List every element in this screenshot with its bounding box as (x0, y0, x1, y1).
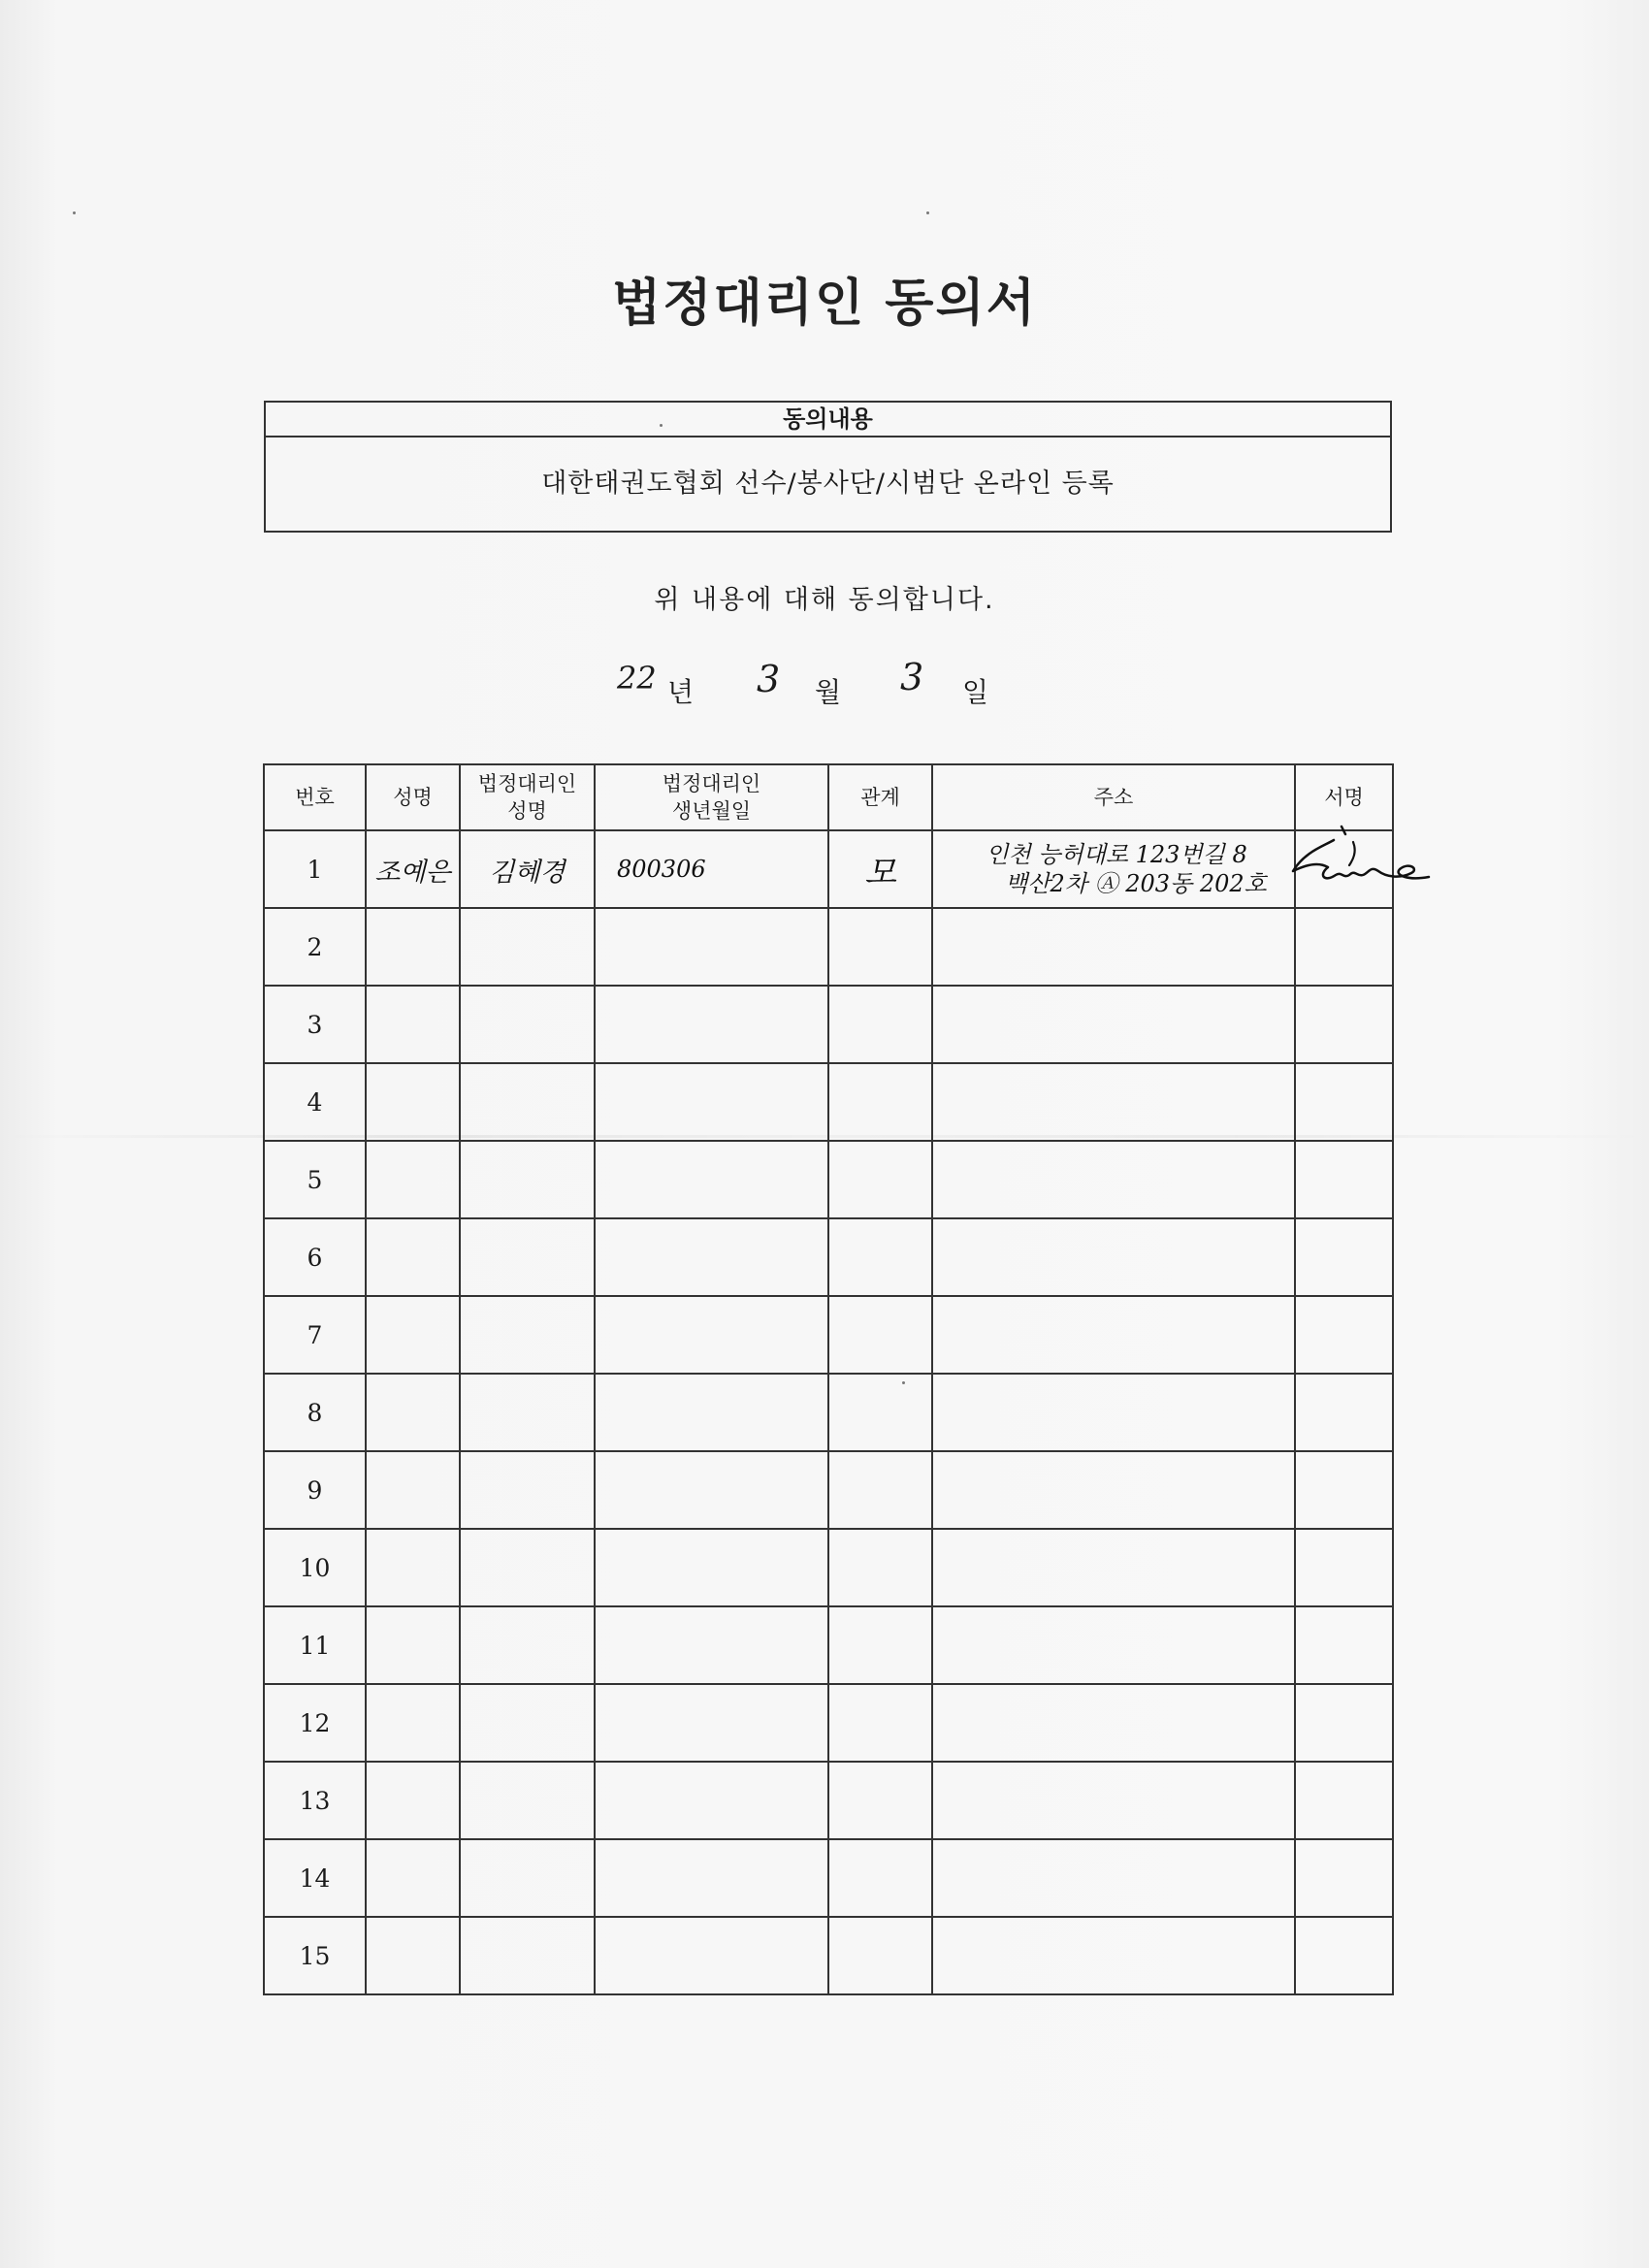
table-row (264, 1606, 1393, 1684)
consent-box (264, 401, 1392, 533)
address-line1: 인천 능허대로 123번길 8 (986, 841, 1247, 868)
scan-speck (926, 211, 929, 214)
header-guardian-birth (595, 764, 828, 830)
header-guardian-name-line2: 성명 (507, 799, 547, 823)
registration-table (263, 763, 1394, 1995)
address-line2: 백산2차 Ⓐ 203동 202호 (1005, 870, 1267, 897)
relation: 모 (828, 830, 932, 908)
row-number: 11 (264, 1606, 366, 1684)
row-number: 7 (264, 1296, 366, 1374)
guardian-name: 김혜경 (460, 830, 595, 908)
table-row (264, 1374, 1393, 1451)
table-row (264, 1141, 1393, 1218)
header-no: 번호 (264, 764, 366, 830)
header-name: 성명 (366, 764, 460, 830)
row-number: 6 (264, 1218, 366, 1296)
agreement-text: 위 내용에 대해 동의합니다. (654, 585, 995, 615)
table-row (264, 986, 1393, 1063)
row-number: 4 (264, 1063, 366, 1141)
row-number: 8 (264, 1374, 366, 1451)
header-relation: 관계 (828, 764, 932, 830)
header-guardian-name-line1: 법정대리인 (477, 772, 577, 795)
header-guardian-name (460, 764, 595, 830)
table-row (264, 1296, 1393, 1374)
date-month-label: 월 (815, 676, 842, 708)
row-number: 15 (264, 1917, 366, 1994)
date-year-value: 22 (617, 660, 657, 697)
row-number: 2 (264, 908, 366, 986)
consent-header: 동의내용 (266, 403, 1390, 437)
row-number: 3 (264, 986, 366, 1063)
guardian-birth: 800306 (595, 830, 828, 908)
table-header-row (264, 764, 1393, 830)
table-row (264, 1917, 1393, 1994)
header-signature: 서명 (1295, 764, 1393, 830)
date-day-value: 3 (900, 656, 924, 698)
header-guardian-birth-line2: 생년월일 (671, 799, 752, 823)
table-row (264, 1684, 1393, 1762)
address (932, 830, 1295, 908)
row-number: 10 (264, 1529, 366, 1606)
row-number: 1 (264, 830, 366, 908)
table-row (264, 1218, 1393, 1296)
table-row (264, 1063, 1393, 1141)
table-row (264, 1839, 1393, 1917)
consent-body: 대한태권도협회 선수/봉사단/시범단 온라인 등록 (541, 469, 1115, 499)
handwritten-signature (1285, 823, 1440, 900)
date-row (611, 656, 1048, 708)
date-month-value: 3 (757, 658, 781, 700)
row-number: 9 (264, 1451, 366, 1529)
student-name: 조예은 (366, 830, 460, 908)
header-guardian-birth-line1: 법정대리인 (662, 772, 761, 795)
row-number: 5 (264, 1141, 366, 1218)
header-address: 주소 (932, 764, 1295, 830)
table-row (264, 1762, 1393, 1839)
date-day-label: 일 (962, 676, 989, 708)
table-row (264, 1529, 1393, 1606)
page-title: 법정대리인 동의서 (612, 275, 1037, 333)
table-row (264, 908, 1393, 986)
row-number: 14 (264, 1839, 366, 1917)
scan-speck (73, 211, 76, 214)
table-row (264, 1451, 1393, 1529)
row-number: 12 (264, 1684, 366, 1762)
date-year-label: 년 (667, 676, 695, 708)
table-row (264, 830, 1393, 908)
row-number: 13 (264, 1762, 366, 1839)
